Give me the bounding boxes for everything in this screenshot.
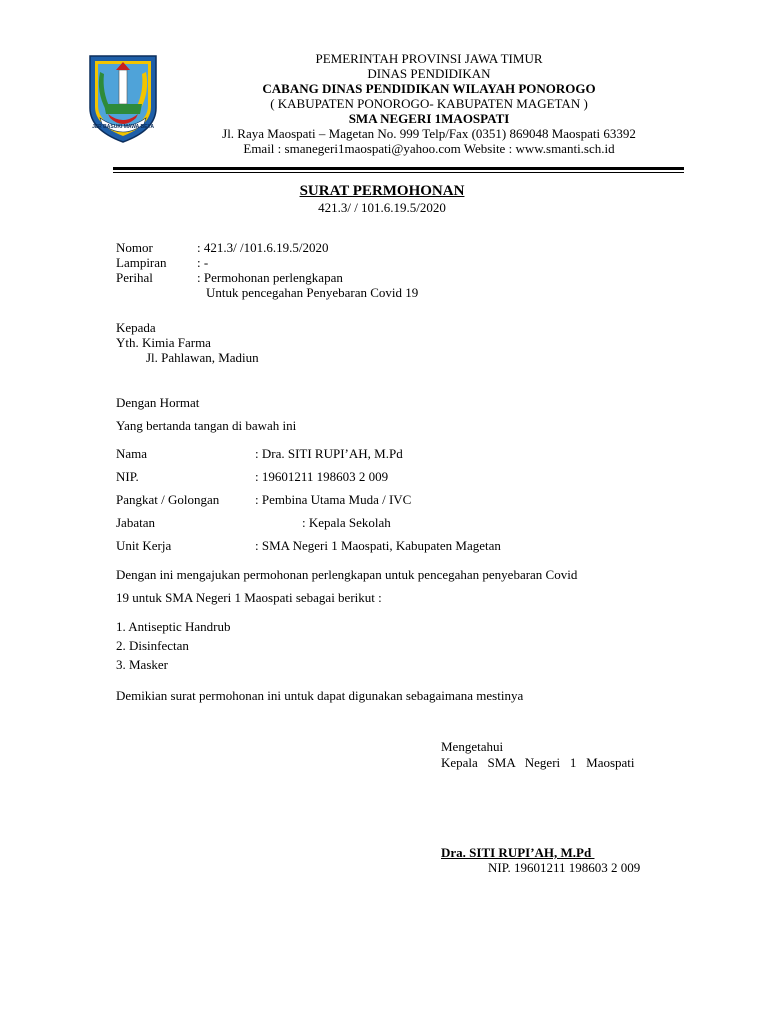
list-item: 2. Disinfectan [116, 638, 189, 653]
logo-motto: JER BASUKI MAWA BEYA [92, 124, 154, 130]
list-item: 1. Antiseptic Handrub [116, 619, 231, 634]
signature-mengetahui: Mengetahui [441, 739, 504, 754]
greeting: Dengan Hormat [116, 395, 200, 410]
kop-contact: Email : smanegeri1maospati@yahoo.com Website : www.smanti.sch.id [243, 141, 615, 156]
field-nomor-value: : 421.3/ /101.6.19.5/2020 [197, 240, 329, 255]
signature-name: Dra. SITI RUPI’AH, M.Pd [441, 845, 595, 860]
identity-nip-label: NIP. [116, 469, 139, 484]
recipient-address: Jl. Pahlawan, Madiun [146, 350, 259, 365]
recipient-kepada: Kepada [116, 320, 156, 335]
letterhead-rule-thin [113, 172, 684, 173]
signature-position: Kepala SMA Negeri 1 Maospati [441, 755, 635, 770]
signature-nip: NIP. 19601211 198603 2 009 [488, 860, 641, 875]
identity-nama-label: Nama [116, 446, 148, 461]
field-lampiran-label: Lampiran [116, 255, 167, 270]
closing-text: Demikian surat permohonan ini untuk dapat digunakan sebagaimana mestinya [116, 688, 524, 703]
field-lampiran-value: : - [197, 255, 209, 270]
list-item: 3. Masker [116, 657, 168, 672]
identity-unit-label: Unit Kerja [116, 538, 172, 553]
identity-jabatan-value: : Kepala Sekolah [302, 515, 391, 530]
body-paragraph-line1: Dengan ini mengajukan permohonan perlengkapan untuk pencegahan penyebaran Covid [116, 567, 578, 582]
identity-pangkat-label: Pangkat / Golongan [116, 492, 220, 507]
identity-nip-value: : 19601211 198603 2 009 [255, 469, 389, 484]
kop-agency: DINAS PENDIDIKAN [367, 66, 491, 81]
intro-text: Yang bertanda tangan di bawah ini [116, 418, 297, 433]
kop-province: PEMERINTAH PROVINSI JAWA TIMUR [315, 51, 543, 66]
identity-nama-value: : Dra. SITI RUPI’AH, M.Pd [255, 446, 403, 461]
body-paragraph-line2: 19 untuk SMA Negeri 1 Maospati sebagai berikut : [116, 590, 382, 605]
identity-jabatan-label: Jabatan [116, 515, 155, 530]
letter-title: SURAT PERMOHONAN [299, 183, 465, 199]
field-perihal-value: : Permohonan perlengkapan [197, 270, 343, 285]
field-perihal-label: Perihal [116, 270, 153, 285]
field-perihal-continuation: Untuk pencegahan Penyebaran Covid 19 [206, 285, 419, 300]
field-nomor-label: Nomor [116, 240, 153, 255]
letter-title-number: 421.3/ / 101.6.19.5/2020 [318, 200, 446, 215]
kop-regency: ( KABUPATEN PONOROGO- KABUPATEN MAGETAN ) [270, 96, 588, 111]
recipient-name: Yth. Kimia Farma [116, 335, 211, 350]
letterhead-rule-thick [113, 167, 684, 170]
identity-unit-value: : SMA Negeri 1 Maospati, Kabupaten Magetan [255, 538, 501, 553]
kop-address: Jl. Raya Maospati – Magetan No. 999 Telp/Fax (0351) 869048 Maospati 63392 [222, 126, 636, 141]
kop-branch: CABANG DINAS PENDIDIKAN WILAYAH PONOROGO [262, 81, 596, 96]
kop-school: SMA NEGERI 1MAOSPATI [348, 111, 510, 126]
provincial-emblem-logo [86, 52, 160, 144]
identity-pangkat-value: : Pembina Utama Muda / IVC [255, 492, 412, 507]
